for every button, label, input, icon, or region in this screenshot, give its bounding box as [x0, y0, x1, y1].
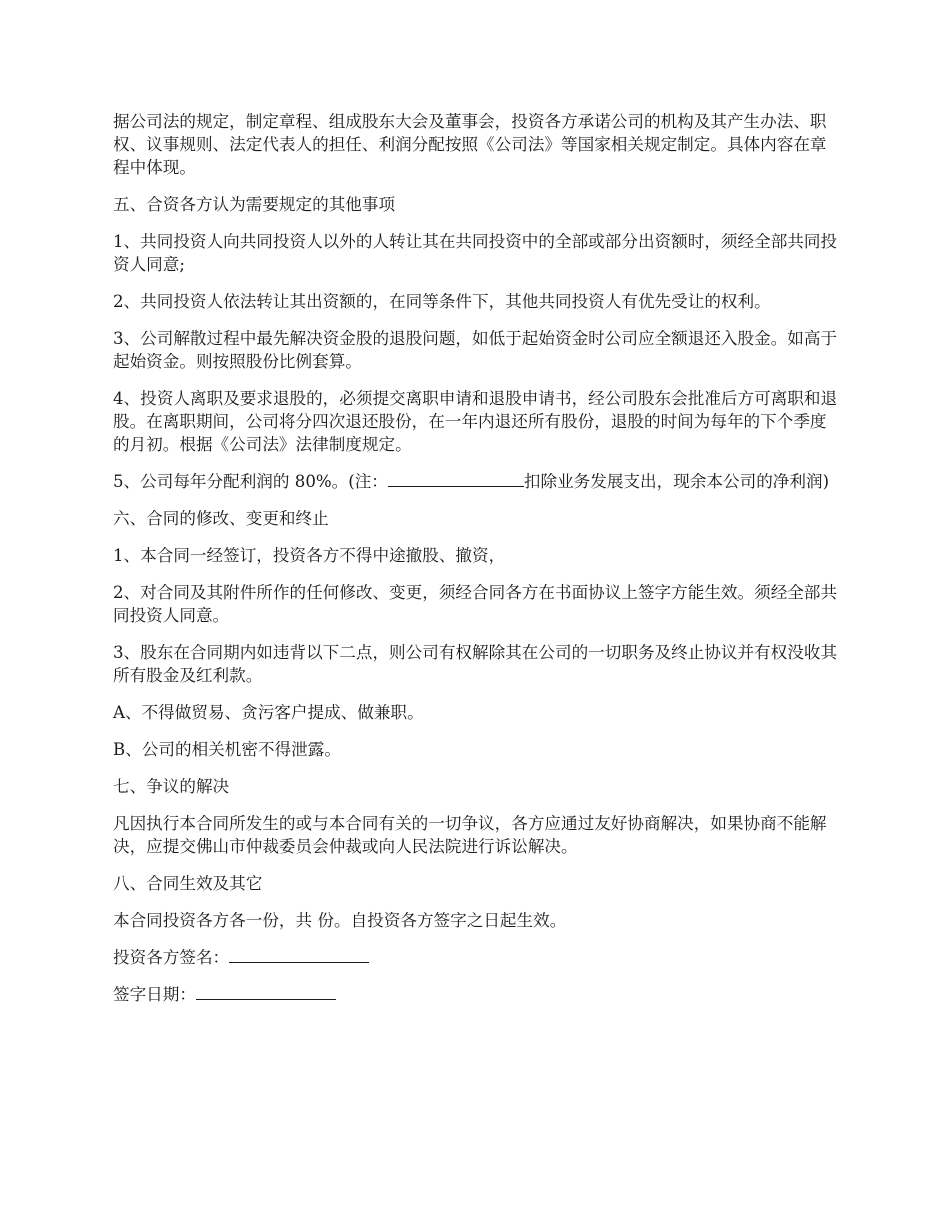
- date-line: [113, 983, 841, 1006]
- clause-5-5-text-b: 扣除业务发展支出，现余本公司的净利润): [523, 472, 830, 491]
- clause-5-2: 2、共同投资人依法转让其出资额的，在同等条件下，其他共同投资人有优先受让的权利。: [113, 292, 771, 311]
- clause-5-3: 3、公司解散过程中最先解决资金股的退股问题，如低于起始资金时公司应全额退还入股金。如高于起始资金。则按照股份比例套算。: [113, 329, 838, 371]
- clause-6-a: A、不得做贸易、贪污客户提成、做兼职。: [113, 703, 424, 722]
- clause-6-b: B、公司的相关机密不得泄露。: [113, 740, 341, 759]
- clause-7: 凡因执行本合同所发生的或与本合同有关的一切争议，各方应通过友好协商解决，如果协商不能解决，应提交佛山市仲裁委员会仲裁或向人民法院进行诉讼解决。: [113, 814, 827, 856]
- paragraph-articles-of-association: 据公司法的规定，制定章程、组成股东大会及董事会，投资各方承诺公司的机构及其产生办法、职权、议事规则、法定代表人的担任、利润分配按照《公司法》等国家相关规定制定。具体内容在章程中体现。: [113, 112, 827, 177]
- section-heading-6: 六、合同的修改、变更和终止: [113, 509, 329, 528]
- fill-in-blank-note: [388, 470, 524, 487]
- clause-6-1: 1、本合同一经签订，投资各方不得中途撤股、撤资，: [113, 546, 506, 565]
- clause-8: 本合同投资各方各一份，共 份。自投资各方签字之日起生效。: [113, 911, 567, 930]
- clause-5-1: 1、共同投资人向共同投资人以外的人转让其在共同投资中的全部或部分出资额时，须经全部共同投资人同意;: [113, 232, 838, 274]
- clause-6-3: 3、股东在合同期内如违背以下二点，则公司有权解除其在公司的一切职务及终止协议并有权没收其所有股金及红利款。: [113, 643, 838, 685]
- signature-label: 投资各方签名：: [113, 948, 230, 967]
- section-heading-5: 五、合资各方认为需要规定的其他事项: [113, 195, 396, 214]
- signature-line: [113, 946, 841, 969]
- clause-5-5-text-a: 5、公司每年分配利润的 80%。(注：: [113, 472, 388, 491]
- date-blank: [196, 983, 336, 1000]
- document-body: [113, 110, 841, 1020]
- clause-5-5: [113, 470, 841, 493]
- section-heading-8: 八、合同生效及其它: [113, 874, 263, 893]
- clause-5-4: 4、投资人离职及要求退股的，必须提交离职申请和退股申请书，经公司股东会批准后方可离职和退股。在离职期间，公司将分四次退还股份，在一年内退还所有股份，退股的时间为每年的下个季度的月初。根据《公司法》法律制度规定。: [113, 389, 838, 454]
- signature-blank: [229, 946, 369, 963]
- clause-6-2: 2、对合同及其附件所作的任何修改、变更，须经合同各方在书面协议上签字方能生效。须经全部共同投资人同意。: [113, 583, 838, 625]
- section-heading-7: 七、争议的解决: [113, 777, 230, 796]
- date-label: 签字日期：: [113, 985, 196, 1004]
